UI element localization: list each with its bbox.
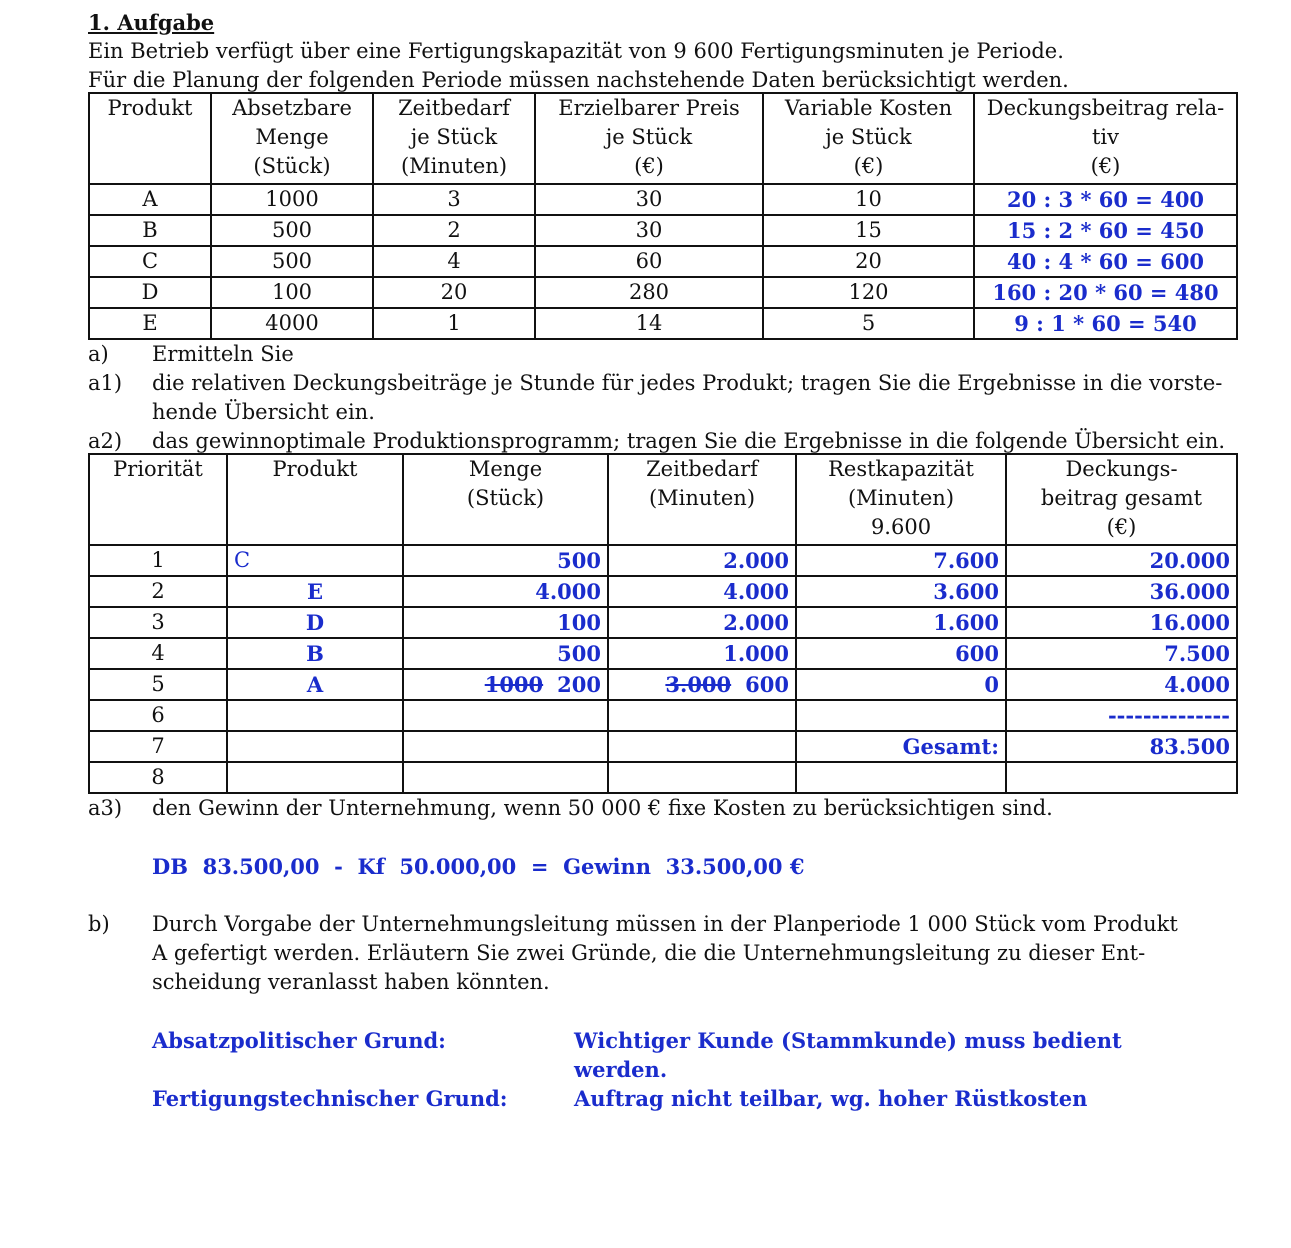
reason-value: Auftrag nicht teilbar, wg. hoher Rüstkosten	[574, 1086, 1088, 1111]
cell-zeitbedarf: 20	[373, 277, 535, 308]
cell-deckungsbeitrag-gesamt	[1006, 762, 1237, 793]
cell-prioritaet: 6	[89, 700, 227, 731]
reason-value: Wichtiger Kunde (Stammkunde) muss bedient werden.	[574, 1028, 1122, 1082]
value: 2.000	[723, 548, 789, 573]
cell-menge	[403, 700, 608, 731]
cell-produkt: C	[227, 545, 403, 576]
cell-prioritaet: 3	[89, 607, 227, 638]
cell-zeitbedarf	[608, 576, 796, 607]
cell-produkt: E	[89, 308, 211, 339]
cell-produkt: B	[227, 638, 403, 669]
production-program-table	[88, 453, 1238, 794]
task-intro-2: Für die Planung der folgenden Periode müssen nachstehende Daten berücksichtigt werden.	[88, 68, 1069, 92]
cell-menge	[403, 576, 608, 607]
question-label: b)	[88, 912, 110, 936]
cell-prioritaet: 1	[89, 545, 227, 576]
cell-produkt: A	[89, 184, 211, 215]
cell-menge	[403, 762, 608, 793]
cell-prioritaet: 8	[89, 762, 227, 793]
table-row	[89, 277, 1237, 308]
cell-zeitbedarf	[608, 731, 796, 762]
cell-produkt	[227, 700, 403, 731]
cell-menge: 500	[211, 246, 373, 277]
cell-variable-kosten: 20	[763, 246, 974, 277]
cell-deckungsbeitrag-relativ: 160 : 20 * 60 = 480	[974, 277, 1237, 308]
cell-prioritaet: 5	[89, 669, 227, 700]
cell-deckungsbeitrag-gesamt: 4.000	[1006, 669, 1237, 700]
table-row	[89, 669, 1237, 700]
cell-produkt: D	[89, 277, 211, 308]
value: 1.000	[723, 641, 789, 666]
table-row	[89, 700, 1237, 731]
table-row	[89, 246, 1237, 277]
value: 4.000	[535, 579, 601, 604]
cell-restkapazitaet	[796, 762, 1006, 793]
cell-zeitbedarf	[608, 762, 796, 793]
cell-preis: 30	[535, 184, 763, 215]
table-row	[89, 731, 1237, 762]
table2-header-cell: Deckungs- beitrag gesamt (€)	[1006, 454, 1237, 545]
cell-menge: 500	[211, 215, 373, 246]
question-text: Ermitteln Sie	[152, 342, 294, 366]
struck-value: 1000	[484, 672, 544, 697]
question-label: a1)	[88, 371, 123, 395]
cell-zeitbedarf	[608, 607, 796, 638]
question-label: a)	[88, 342, 109, 366]
cell-restkapazitaet: Gesamt:	[796, 731, 1006, 762]
cell-deckungsbeitrag-gesamt: --------------	[1006, 700, 1237, 731]
question-text: die relativen Deckungsbeiträge je Stunde für jedes Produkt; tragen Sie die Ergebnisse in die vorste- hende Übersicht ein.	[152, 371, 1223, 424]
cell-zeitbedarf	[608, 638, 796, 669]
table-row	[89, 215, 1237, 246]
cell-zeitbedarf	[608, 545, 796, 576]
table1-header-row	[89, 93, 1237, 184]
table-row	[89, 308, 1237, 339]
task-title: 1. Aufgabe	[88, 10, 215, 35]
table1-header-cell: Deckungsbeitrag rela- tiv (€)	[974, 93, 1237, 184]
cell-produkt: C	[89, 246, 211, 277]
cell-variable-kosten: 10	[763, 184, 974, 215]
cell-menge: 4000	[211, 308, 373, 339]
table-row	[89, 638, 1237, 669]
cell-menge: 1000	[211, 184, 373, 215]
cell-restkapazitaet: 3.600	[796, 576, 1006, 607]
cell-menge	[403, 545, 608, 576]
question-label: a2)	[88, 429, 123, 453]
cell-menge: 100	[211, 277, 373, 308]
table2-header-cell: Zeitbedarf (Minuten)	[608, 454, 796, 545]
cell-prioritaet: 4	[89, 638, 227, 669]
cell-prioritaet: 2	[89, 576, 227, 607]
cell-deckungsbeitrag-gesamt: 83.500	[1006, 731, 1237, 762]
cell-restkapazitaet	[796, 700, 1006, 731]
cell-produkt: D	[227, 607, 403, 638]
question-b	[88, 910, 1238, 997]
cell-restkapazitaet: 0	[796, 669, 1006, 700]
cell-preis: 30	[535, 215, 763, 246]
question-text: den Gewinn der Unternehmung, wenn 50 000 € fixe Kosten zu berücksichtigen sind.	[152, 796, 1053, 820]
cell-deckungsbeitrag-relativ: 40 : 4 * 60 = 600	[974, 246, 1237, 277]
cell-menge	[403, 731, 608, 762]
value: 200	[557, 672, 601, 697]
question-a2	[88, 427, 1238, 456]
cell-menge	[403, 638, 608, 669]
cell-produkt	[227, 731, 403, 762]
struck-value: 3.000	[665, 672, 732, 697]
question-text: Durch Vorgabe der Unternehmungsleitung müssen in der Planperiode 1 000 Stück vom Produkt A gefertigt werden. Erläutern Sie zwei Gründe, die die Unternehmungsleitung zu dieser Ent- scheidung veranlasst haben könnten.	[152, 912, 1178, 994]
cell-deckungsbeitrag-relativ: 9 : 1 * 60 = 540	[974, 308, 1237, 339]
table2-header-row	[89, 454, 1237, 545]
table1-header-cell: Erzielbarer Preis je Stück (€)	[535, 93, 763, 184]
cell-deckungsbeitrag-relativ: 20 : 3 * 60 = 400	[974, 184, 1237, 215]
cell-restkapazitaet: 1.600	[796, 607, 1006, 638]
table1-header-cell: Absetzbare Menge (Stück)	[211, 93, 373, 184]
cell-produkt: E	[227, 576, 403, 607]
product-data-table	[88, 92, 1238, 340]
profit-calculation: DB 83.500,00 - Kf 50.000,00 = Gewinn 33.500,00 €	[152, 854, 805, 879]
cell-menge	[403, 607, 608, 638]
reason-sales	[152, 1026, 1238, 1084]
cell-zeitbedarf: 4	[373, 246, 535, 277]
table2-header-cell: Menge (Stück)	[403, 454, 608, 545]
cell-deckungsbeitrag-gesamt: 36.000	[1006, 576, 1237, 607]
cell-produkt: A	[227, 669, 403, 700]
cell-deckungsbeitrag-gesamt: 7.500	[1006, 638, 1237, 669]
cell-restkapazitaet: 7.600	[796, 545, 1006, 576]
cell-variable-kosten: 5	[763, 308, 974, 339]
question-a1	[88, 369, 1238, 427]
reason-key: Absatzpolitischer Grund:	[152, 1028, 446, 1053]
cell-zeitbedarf: 2	[373, 215, 535, 246]
table1-header-cell: Produkt	[89, 93, 211, 184]
cell-variable-kosten: 120	[763, 277, 974, 308]
cell-deckungsbeitrag-gesamt: 16.000	[1006, 607, 1237, 638]
table2-header-cell: Produkt	[227, 454, 403, 545]
cell-preis: 280	[535, 277, 763, 308]
cell-deckungsbeitrag-gesamt: 20.000	[1006, 545, 1237, 576]
cell-variable-kosten: 15	[763, 215, 974, 246]
value: 2.000	[723, 610, 789, 635]
worksheet	[88, 8, 1238, 1113]
value: 500	[557, 641, 601, 666]
cell-produkt: B	[89, 215, 211, 246]
table2-header-cell: Priorität	[89, 454, 227, 545]
task-intro-1: Ein Betrieb verfügt über eine Fertigungskapazität von 9 600 Fertigungsminuten je Periode.	[88, 39, 1064, 63]
cell-preis: 14	[535, 308, 763, 339]
value: 100	[557, 610, 601, 635]
table-row	[89, 762, 1237, 793]
table-row	[89, 576, 1237, 607]
table-row	[89, 184, 1237, 215]
value: 4.000	[723, 579, 789, 604]
table-row	[89, 607, 1237, 638]
cell-zeitbedarf	[608, 669, 796, 700]
question-a	[88, 340, 1238, 369]
cell-restkapazitaet: 600	[796, 638, 1006, 669]
cell-deckungsbeitrag-relativ: 15 : 2 * 60 = 450	[974, 215, 1237, 246]
table1-header-cell: Variable Kosten je Stück (€)	[763, 93, 974, 184]
cell-zeitbedarf	[608, 700, 796, 731]
cell-produkt	[227, 762, 403, 793]
cell-preis: 60	[535, 246, 763, 277]
reason-production	[152, 1084, 1238, 1113]
cell-zeitbedarf: 1	[373, 308, 535, 339]
table2-header-cell: Restkapazität (Minuten) 9.600	[796, 454, 1006, 545]
table1-header-cell: Zeitbedarf je Stück (Minuten)	[373, 93, 535, 184]
value: 600	[745, 672, 789, 697]
question-a3	[88, 794, 1238, 823]
cell-menge	[403, 669, 608, 700]
table-row	[89, 545, 1237, 576]
cell-zeitbedarf: 3	[373, 184, 535, 215]
reason-key: Fertigungstechnischer Grund:	[152, 1086, 508, 1111]
cell-prioritaet: 7	[89, 731, 227, 762]
question-text: das gewinnoptimale Produktionsprogramm; tragen Sie die Ergebnisse in die folgende Übersicht ein.	[152, 429, 1226, 453]
value: 500	[557, 548, 601, 573]
question-label: a3)	[88, 796, 123, 820]
